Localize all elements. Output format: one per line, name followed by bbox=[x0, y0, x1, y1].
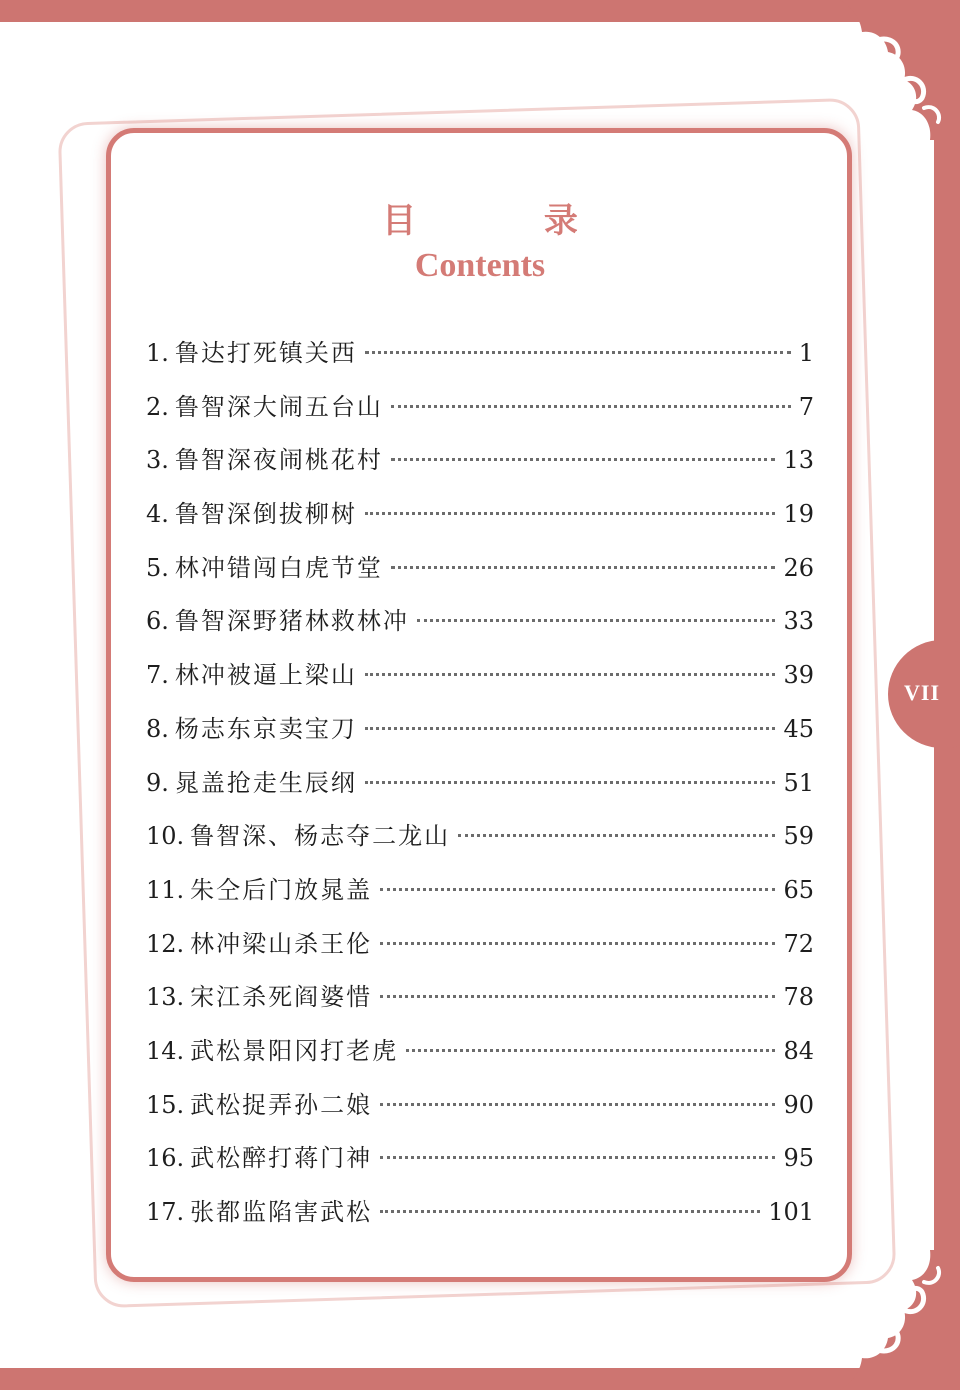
toc-entry-number: 16. bbox=[146, 1144, 185, 1173]
toc-entry-leader bbox=[365, 673, 776, 676]
toc-entry[interactable] bbox=[146, 548, 814, 602]
toc-entry-page: 26 bbox=[783, 553, 814, 582]
toc-entry-title: 朱仝后门放晁盖 bbox=[190, 875, 373, 904]
toc-entry[interactable] bbox=[146, 763, 814, 817]
toc-entry-leader bbox=[380, 1103, 775, 1106]
toc-entry[interactable] bbox=[146, 655, 814, 709]
toc-entry[interactable] bbox=[146, 1031, 814, 1085]
toc-entry[interactable] bbox=[146, 440, 814, 494]
toc-entry[interactable] bbox=[146, 494, 814, 548]
toc-entry-leader bbox=[391, 405, 791, 408]
toc-entry-number: 7. bbox=[146, 661, 169, 690]
toc-entry-leader bbox=[417, 619, 776, 622]
toc-entry-page: 72 bbox=[783, 929, 814, 958]
toc-entry-number: 11. bbox=[146, 875, 185, 904]
page-number-tab bbox=[888, 640, 960, 748]
toc-entry-page: 39 bbox=[783, 661, 814, 690]
toc-entry-leader bbox=[365, 512, 776, 515]
toc-entry[interactable] bbox=[146, 870, 814, 924]
toc-entry-number: 10. bbox=[146, 822, 185, 851]
toc-entry-leader bbox=[380, 1210, 760, 1213]
toc-entry-page: 1 bbox=[798, 339, 814, 367]
toc-entry-number: 2. bbox=[146, 392, 169, 421]
toc-entry-page: 45 bbox=[783, 714, 814, 743]
toc-entry[interactable] bbox=[146, 1192, 814, 1246]
bottom-border-band bbox=[0, 1368, 960, 1390]
toc-entry-leader bbox=[458, 834, 775, 837]
toc-entry-title: 林冲梁山杀王伦 bbox=[190, 929, 373, 958]
toc-entry-page: 95 bbox=[783, 1144, 814, 1173]
toc-entry-page: 51 bbox=[783, 768, 814, 797]
page-title-en: Contents bbox=[414, 247, 546, 284]
toc-entry-page: 13 bbox=[783, 446, 814, 475]
toc-entry-title: 张都监陷害武松 bbox=[190, 1198, 373, 1226]
toc-list bbox=[146, 333, 814, 1246]
toc-entry-title: 鲁智深倒拔柳树 bbox=[174, 500, 357, 529]
toc-entry-title: 杨志东京卖宝刀 bbox=[174, 714, 357, 743]
toc-entry-number: 9. bbox=[146, 768, 169, 797]
toc-entry-page: 84 bbox=[783, 1036, 814, 1065]
toc-entry-leader bbox=[391, 566, 776, 569]
toc-entry-leader bbox=[406, 1049, 775, 1052]
toc-entry-title: 鲁智深、杨志夺二龙山 bbox=[190, 822, 451, 851]
toc-entry[interactable] bbox=[146, 924, 814, 978]
toc-entry-number: 15. bbox=[146, 1090, 185, 1119]
toc-entry-leader bbox=[380, 888, 775, 891]
toc-entry-page: 65 bbox=[783, 875, 814, 904]
toc-entry[interactable] bbox=[146, 977, 814, 1031]
toc-entry-leader bbox=[380, 1156, 775, 1159]
toc-entry-leader bbox=[391, 458, 776, 461]
toc-entry-number: 17. bbox=[146, 1198, 185, 1226]
toc-entry-title: 鲁智深野猪林救林冲 bbox=[174, 607, 409, 636]
toc-entry-title: 武松醉打蒋门神 bbox=[190, 1144, 373, 1173]
toc-entry-title: 鲁达打死镇关西 bbox=[174, 339, 357, 367]
toc-entry-number: 13. bbox=[146, 983, 185, 1012]
toc-entry-leader bbox=[380, 942, 775, 945]
toc-entry-page: 19 bbox=[783, 500, 814, 529]
toc-entry-page: 59 bbox=[783, 822, 814, 851]
toc-entry-page: 33 bbox=[783, 607, 814, 636]
toc-entry-title: 武松捉弄孙二娘 bbox=[190, 1090, 373, 1119]
toc-entry-title: 宋江杀死阎婆惜 bbox=[190, 983, 373, 1012]
toc-entry[interactable] bbox=[146, 1138, 814, 1192]
toc-entry-leader bbox=[380, 995, 775, 998]
toc-entry-number: 12. bbox=[146, 929, 185, 958]
toc-entry-page: 78 bbox=[783, 983, 814, 1012]
toc-entry-number: 4. bbox=[146, 500, 169, 529]
toc-entry-number: 1. bbox=[146, 339, 169, 367]
top-border-band bbox=[0, 0, 960, 22]
toc-entry-page: 90 bbox=[783, 1090, 814, 1119]
toc-entry-number: 14. bbox=[146, 1036, 185, 1065]
toc-entry-page: 7 bbox=[798, 392, 814, 421]
toc-entry-leader bbox=[365, 781, 776, 784]
toc-entry-page: 101 bbox=[768, 1198, 814, 1226]
toc-entry[interactable] bbox=[146, 1085, 814, 1139]
page-title-cn: 目 录 bbox=[382, 201, 636, 241]
toc-entry-title: 晁盖抢走生辰纲 bbox=[174, 768, 357, 797]
toc-entry-leader bbox=[365, 351, 791, 354]
toc-entry-leader bbox=[365, 727, 776, 730]
toc-entry[interactable] bbox=[146, 333, 814, 387]
toc-entry-title: 林冲被逼上梁山 bbox=[174, 661, 357, 690]
toc-entry-title: 鲁智深大闹五台山 bbox=[174, 392, 383, 421]
toc-entry-title: 鲁智深夜闹桃花村 bbox=[174, 446, 383, 475]
toc-entry[interactable] bbox=[146, 816, 814, 870]
toc-entry-number: 8. bbox=[146, 714, 169, 743]
toc-entry-title: 武松景阳冈打老虎 bbox=[190, 1036, 399, 1065]
toc-entry[interactable] bbox=[146, 387, 814, 441]
toc-entry[interactable] bbox=[146, 709, 814, 763]
toc-entry-number: 5. bbox=[146, 553, 169, 582]
page-number: VII bbox=[904, 680, 941, 705]
toc-entry-number: 3. bbox=[146, 446, 169, 475]
toc-entry-number: 6. bbox=[146, 607, 169, 636]
toc-entry[interactable] bbox=[146, 601, 814, 655]
toc-entry-title: 林冲错闯白虎节堂 bbox=[174, 553, 383, 582]
